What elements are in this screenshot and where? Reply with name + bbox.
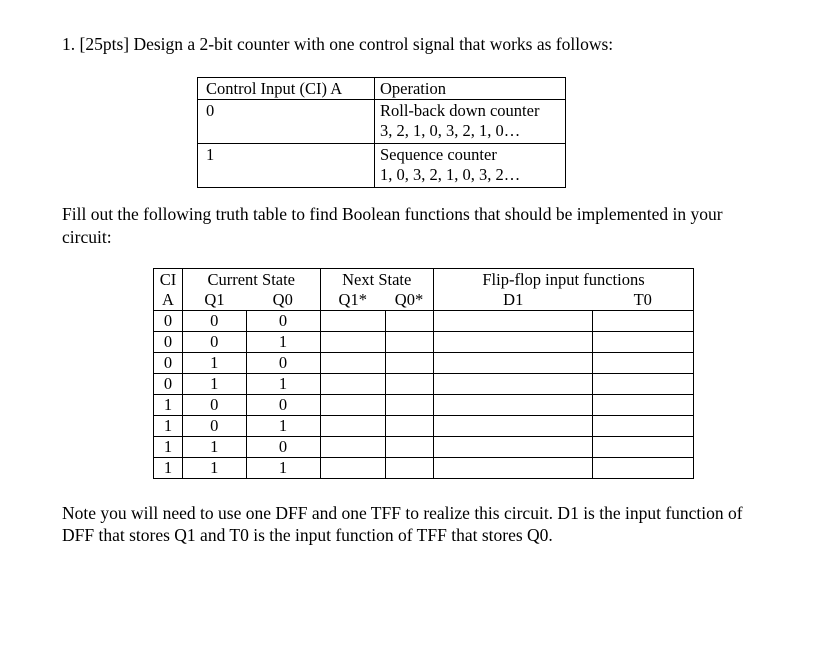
q0-next-cell[interactable] [385, 458, 434, 479]
truth-table [153, 268, 694, 479]
ci-cell: 1 [154, 458, 183, 479]
operation-name: Sequence counter [380, 145, 497, 164]
control-table [197, 77, 566, 188]
truth-table-row [154, 458, 694, 479]
q1-next-cell[interactable] [320, 374, 385, 395]
q0-cell: 0 [246, 353, 320, 374]
control-input-value: 0 [198, 100, 375, 144]
t0-cell[interactable] [593, 416, 694, 437]
truth-table-row [154, 437, 694, 458]
d1-cell[interactable] [434, 395, 593, 416]
d1-cell[interactable] [434, 311, 593, 332]
d1-cell[interactable] [434, 332, 593, 353]
q0-cell: 1 [246, 332, 320, 353]
t0-cell[interactable] [593, 437, 694, 458]
q0-header: Q0 [246, 290, 320, 311]
operation-header: Operation [375, 78, 566, 100]
q1-next-cell[interactable] [320, 332, 385, 353]
q0-next-cell[interactable] [385, 353, 434, 374]
ci-cell: 0 [154, 374, 183, 395]
control-table-row [198, 144, 566, 188]
q0-next-cell[interactable] [385, 416, 434, 437]
current-state-header: Current State [183, 269, 321, 291]
truth-table-row [154, 353, 694, 374]
q0-cell: 0 [246, 311, 320, 332]
next-state-header: Next State [320, 269, 434, 291]
operation-sequence: 3, 2, 1, 0, 3, 2, 1, 0… [380, 121, 521, 140]
control-table-row [198, 100, 566, 144]
ci-cell: 1 [154, 416, 183, 437]
truth-table-row [154, 332, 694, 353]
truth-table-sub-header-row [154, 290, 694, 311]
ci-cell: 0 [154, 332, 183, 353]
q0-next-cell[interactable] [385, 437, 434, 458]
q1-next-cell[interactable] [320, 353, 385, 374]
t0-cell[interactable] [593, 458, 694, 479]
operation-name: Roll-back down counter [380, 101, 540, 120]
ci-cell: 0 [154, 311, 183, 332]
q1-next-cell[interactable] [320, 458, 385, 479]
d1-header: D1 [434, 290, 593, 311]
q0-next-cell[interactable] [385, 395, 434, 416]
ci-cell: 0 [154, 353, 183, 374]
q1-cell: 0 [183, 332, 247, 353]
q1-cell: 1 [183, 458, 247, 479]
q0-cell: 0 [246, 437, 320, 458]
truth-table-row [154, 374, 694, 395]
q0-next-header: Q0* [385, 290, 434, 311]
d1-cell[interactable] [434, 437, 593, 458]
q0-cell: 0 [246, 395, 320, 416]
operation-sequence: 1, 0, 3, 2, 1, 0, 3, 2… [380, 165, 521, 184]
t0-cell[interactable] [593, 332, 694, 353]
t0-cell[interactable] [593, 374, 694, 395]
flip-flop-inputs-header: Flip-flop input functions [434, 269, 694, 291]
truth-table-body [154, 311, 694, 479]
q0-next-cell[interactable] [385, 332, 434, 353]
truth-table-row [154, 416, 694, 437]
q1-next-header: Q1* [320, 290, 385, 311]
q1-next-cell[interactable] [320, 311, 385, 332]
problem-title: 1. [25pts] Design a 2-bit counter with one control signal that works as follows: [62, 34, 614, 54]
q1-cell: 1 [183, 374, 247, 395]
q1-cell: 1 [183, 437, 247, 458]
q0-cell: 1 [246, 458, 320, 479]
q0-cell: 1 [246, 416, 320, 437]
q0-next-cell[interactable] [385, 374, 434, 395]
q0-cell: 1 [246, 374, 320, 395]
note-text: Note you will need to use one DFF and one TFF to realize this circuit. D1 is the input function of DFF that stores Q1 and T0 is the input function of TFF that stores Q0. [62, 503, 743, 545]
a-header: A [154, 290, 183, 311]
t0-cell[interactable] [593, 311, 694, 332]
truth-table-row [154, 395, 694, 416]
truth-table-row [154, 311, 694, 332]
ci-cell: 1 [154, 395, 183, 416]
control-input-value: 1 [198, 144, 375, 188]
q1-next-cell[interactable] [320, 416, 385, 437]
d1-cell[interactable] [434, 416, 593, 437]
q1-cell: 0 [183, 311, 247, 332]
q1-header: Q1 [183, 290, 247, 311]
ci-cell: 1 [154, 437, 183, 458]
q1-cell: 0 [183, 416, 247, 437]
q1-cell: 1 [183, 353, 247, 374]
instructions-text: Fill out the following truth table to find Boolean functions that should be implemented in your circuit: [62, 204, 723, 247]
control-table-header-row [198, 78, 566, 100]
truth-table-group-header-row [154, 269, 694, 291]
d1-cell[interactable] [434, 458, 593, 479]
t0-cell[interactable] [593, 353, 694, 374]
q1-next-cell[interactable] [320, 395, 385, 416]
q1-next-cell[interactable] [320, 437, 385, 458]
d1-cell[interactable] [434, 353, 593, 374]
control-input-header: Control Input (CI) A [198, 78, 375, 100]
t0-header: T0 [593, 290, 694, 311]
q1-cell: 0 [183, 395, 247, 416]
t0-cell[interactable] [593, 395, 694, 416]
operation-cell [375, 144, 566, 188]
ci-header: CI [154, 269, 183, 291]
q0-next-cell[interactable] [385, 311, 434, 332]
d1-cell[interactable] [434, 374, 593, 395]
operation-cell [375, 100, 566, 144]
